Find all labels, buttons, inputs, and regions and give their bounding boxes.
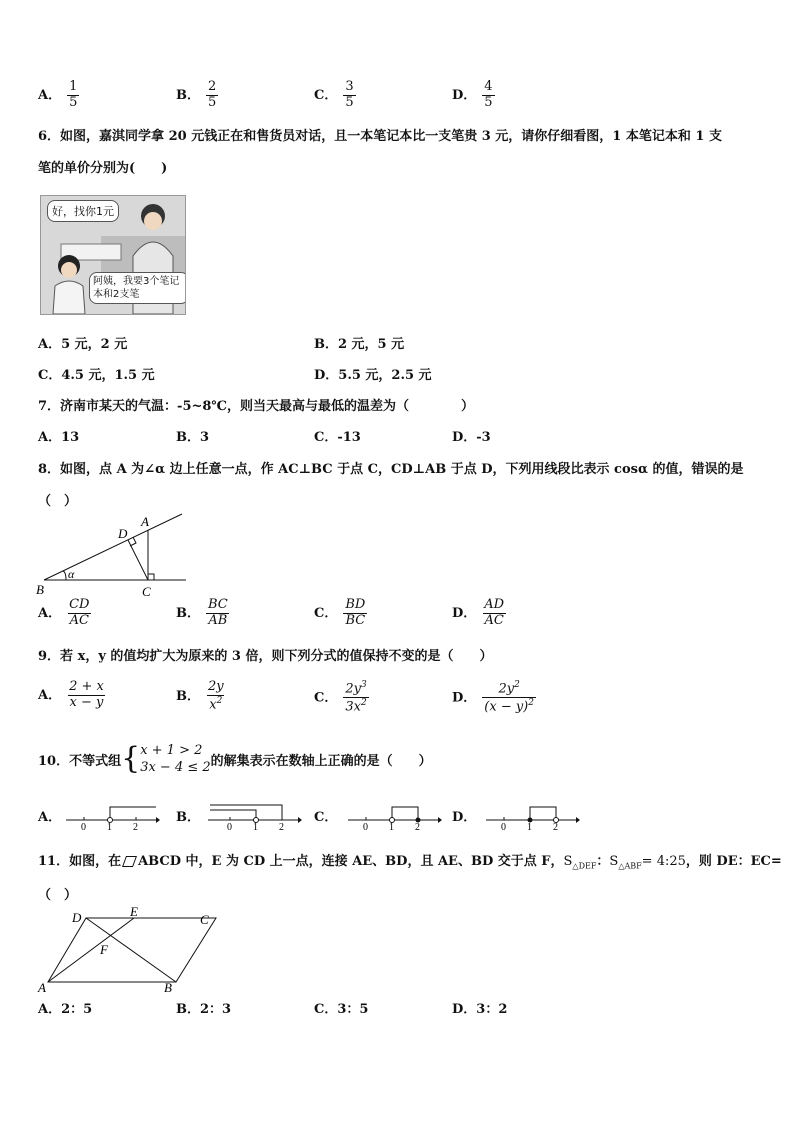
q6-dialog-picture <box>40 195 186 315</box>
q6-option-c: C．4.5 元，1.5 元 <box>38 368 155 383</box>
svg-text:2: 2 <box>553 822 558 830</box>
q11-text-line1: 11．如图，在 ABCD 中，E 为 CD 上一点，连接 AE、BD，且 AE、BD 交于点 F，$S_{\triangle DEF}$：$S_{\triangle ABF}=$ 4:25，则 DE：EC= <box>38 854 782 871</box>
svg-text:0: 0 <box>501 822 506 830</box>
q7-option-b: B．3 <box>176 430 210 445</box>
q5-option-b: B． $\frac{2}{5}$ <box>176 79 217 110</box>
svg-text:2: 2 <box>279 822 284 830</box>
q9-text: 9．若 x，y 的值均扩大为原来的 3 倍，则下列分式的值保持不变的是（ ） <box>38 649 493 664</box>
q8-label-c: C <box>142 584 151 598</box>
q11-line-ae <box>48 918 134 982</box>
q10-brace: { <box>121 741 141 776</box>
q10-option-c-label: C． <box>314 810 338 825</box>
svg-text:1: 1 <box>107 822 112 830</box>
q8-right-angle-c <box>148 574 154 580</box>
q11-label-d: D <box>72 910 82 925</box>
q9-option-b: B． $\frac{2y}{x^2}$ <box>176 679 224 713</box>
q8-label-b: B <box>36 582 44 597</box>
q6-option-d: D．5.5 元，2.5 元 <box>314 368 432 383</box>
q6-bubble-student: 阿姨，我要3个笔记 本和2支笔 <box>89 272 186 304</box>
q11-text-line2: （ ） <box>38 888 78 903</box>
q8-angle-arc <box>63 571 66 580</box>
q11-label-c: C <box>200 912 209 927</box>
q10-numberline-d <box>484 800 580 830</box>
q6-option-b: B．2 元，5 元 <box>314 337 405 352</box>
svg-text:1: 1 <box>253 822 258 830</box>
q11-label-f: F <box>100 942 108 957</box>
q8-text-line1: 8．如图，点 A 为∠α 边上任意一点，作 AC⊥BC 于点 C，CD⊥AB 于点 D，下列用线段比表示 cosα 的值，错误的是 <box>38 462 744 477</box>
q11-parallelogram <box>48 918 216 982</box>
q10-text: 10．不等式组 { x + 1 > 2 3x − 4 ≤ 2 的解集表示在数轴上正确的是（ ） <box>38 741 432 776</box>
q8-label-a: A <box>141 514 149 529</box>
q7-text: 7．济南市某天的气温：-5~8℃，则当天最高与最低的温差为（ ） <box>38 399 475 414</box>
q11-option-b: B．2：3 <box>176 1002 232 1017</box>
q10-numberline-c <box>346 800 442 830</box>
q8-text-line2: （ ） <box>38 494 78 509</box>
q10-option-d-label: D． <box>452 810 477 825</box>
q11-option-d: D．3：2 <box>452 1002 508 1017</box>
svg-text:2: 2 <box>133 822 138 830</box>
q9-option-c: C． $\frac{2y^3}{3x^2}$ <box>314 680 367 715</box>
q11-option-a: A．2：5 <box>38 1002 93 1017</box>
svg-text:1: 1 <box>527 822 532 830</box>
q8-option-c: C． $\frac{BD}{BC}$ <box>314 597 366 628</box>
q9-option-a: A． $\frac{2 + x}{x - y}$ <box>38 679 104 710</box>
q8-option-a: A． $\frac{CD}{AC}$ <box>38 597 90 628</box>
q11-label-e: E <box>130 904 138 919</box>
q9-option-d: D． $\frac{2y^2}{(x - y)^2}$ <box>452 680 534 715</box>
q8-label-d: D <box>118 526 128 541</box>
q5-option-a: A． $\frac{1}{5}$ <box>38 79 78 110</box>
parallelogram-symbol-icon <box>122 856 137 867</box>
q11-option-c: C．3：5 <box>314 1002 369 1017</box>
q6-bubble-seller: 好，找你1元 <box>47 200 119 222</box>
q10-option-a-label: A． <box>38 810 62 825</box>
q6-text-line2: 笔的单价分别为( ) <box>38 161 168 176</box>
q10-option-b-label: B． <box>176 810 200 825</box>
q8-figure <box>36 508 191 598</box>
q5-option-c: C． $\frac{3}{5}$ <box>314 79 354 110</box>
svg-text:0: 0 <box>81 822 86 830</box>
q10-system: { x + 1 > 2 3x − 4 ≤ 2 <box>121 741 211 776</box>
q8-label-alpha: α <box>68 567 75 581</box>
q8-option-b: B． $\frac{BC}{AB}$ <box>176 597 228 628</box>
svg-text:0: 0 <box>227 822 232 830</box>
q10-numberline-a <box>64 800 160 830</box>
q7-option-c: C．-13 <box>314 430 361 445</box>
q5-option-d: D． $\frac{4}{5}$ <box>452 79 493 110</box>
q11-label-a: A <box>38 980 46 995</box>
svg-text:2: 2 <box>415 822 420 830</box>
q6-option-a: A．5 元，2 元 <box>38 337 128 352</box>
q7-option-a: A．13 <box>38 430 80 445</box>
q11-figure <box>34 904 224 996</box>
q8-line-ba <box>44 514 182 580</box>
q6-text-line1: 6．如图，嘉淇同学拿 20 元钱正在和售货员对话，且一本笔记本比一支笔贵 3 元，请你仔细看图，1 本笔记本和 1 支 <box>38 129 722 144</box>
q7-option-d: D．-3 <box>452 430 491 445</box>
svg-text:1: 1 <box>389 822 394 830</box>
q11-label-b: B <box>164 980 172 995</box>
svg-text:0: 0 <box>363 822 368 830</box>
q10-numberline-b <box>206 800 302 830</box>
q11-area-ratio: $S_{\triangle DEF}$：$S_{\triangle ABF}=$ 4:25 <box>563 854 686 871</box>
q8-option-d: D． $\frac{AD}{AC}$ <box>452 597 505 628</box>
